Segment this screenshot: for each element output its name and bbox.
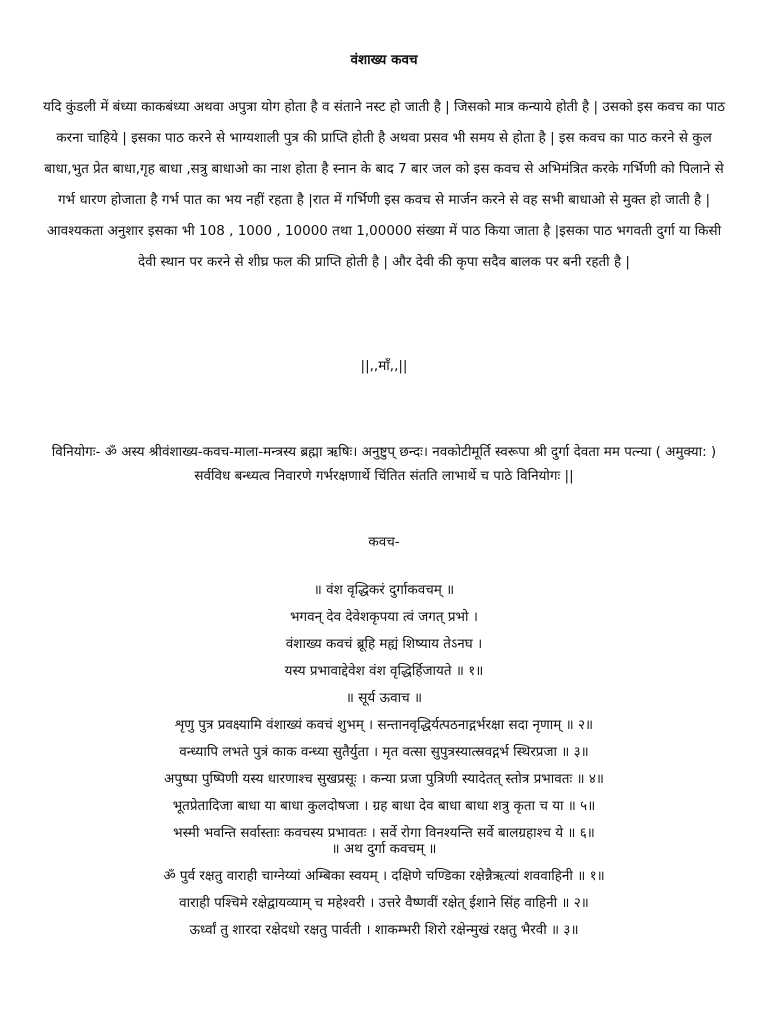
verse-block-2 bbox=[20, 836, 748, 944]
viniyog-paragraph: विनियोगः- ॐ अस्य श्रीवंशाख्य-कवच-माला-मन्त्रस्य ब्रह्मा ऋषिः। अनुष्टुप् छन्दः। नवकोटीमूर्ति स्वरूपा श्री दुर्गा देवता मम पत्न्या ( अमुक्या: ) सर्वविध बन्ध्यत्व निवारणे गर्भरक्षणार्थे चिंतित संतति लाभार्थे च पाठे विनियोगः || bbox=[51, 444, 717, 484]
verse-line: भगवन् देव देवेशकृपया त्वं जगत् प्रभो । bbox=[290, 609, 478, 625]
verse-line: ॐ पुर्व रक्षतु वाराही चाग्नेय्यां अम्बिका स्वयम् । दक्षिणे चण्डिका रक्षेन्नैऋत्यां शववाहिनी ॥ १॥ bbox=[163, 868, 605, 884]
separator-text: ||,,माँ,,|| bbox=[360, 358, 408, 374]
kavach-heading: कवच- bbox=[368, 534, 400, 550]
verse-block-1 bbox=[20, 577, 748, 847]
verse-line: यस्य प्रभावाद्देवेश वंश वृद्धिर्हिजायते ॥ १॥ bbox=[284, 663, 484, 679]
verse-line: अपुष्पा पुष्पिणी यस्य धारणाश्च सुखप्रसूः । कन्या प्रजा पुत्रिणी स्यादेतत् स्तोत्र प्रभावतः ॥ ४॥ bbox=[164, 771, 604, 787]
verse-line: वन्ध्यापि लभते पुत्रं काक वन्ध्या सुतैर्युता । मृत वत्सा सुपुत्रस्यात्स्रवद्गर्भ स्थिरप्रजा ॥ ३॥ bbox=[179, 744, 589, 760]
verse-line: ॥ अथ दुर्गा कवचम् ॥ bbox=[331, 841, 437, 857]
verse-line: भस्मी भवन्ति सर्वास्ताः कवचस्य प्रभावतः । सर्वे रोगा विनश्यन्ति सर्वे बालग्रहाश्च ये ॥ ६॥ bbox=[173, 825, 595, 841]
verse-line: वंशाख्य कवचं ब्रूहि मह्यं शिष्याय तेऽनघ । bbox=[285, 636, 483, 652]
verse-line: वाराही पश्चिमे रक्षेद्वायव्याम् च महेश्वरी । उत्तरे वैष्णवीं रक्षेत् ईशाने सिंह वाहिनी ॥ २॥ bbox=[179, 895, 589, 911]
page-title: वंशाख्य कवच bbox=[350, 52, 418, 68]
intro-text: यदि कुंडली में बंध्या काकबंध्या अथवा अपुत्रा योग होता है व संताने नस्ट हो जाती है | जिसको मात्र कन्याये होती है | उसको इस कवच का पाठ करना चाहिये | इसका पाठ करने से भाग्यशाली पुत्र की प्राप्ति होती है अथवा प्रसव भी समय से होता है | इस कवच का पाठ करने से कुल बाधा,भुत प्रेत बाधा,गृह बाधा ,सत्रु बाधाओ का नाश होता है स्नान के बाद 7 बार जल को इस कवच से अभिमंत्रित करके गर्भिणी को पिलाने से गर्भ धारण होजाता है गर्भ पात का भय नहीं रहता है |रात में गर्भिणी इस कवच से मार्जन करने से वह सभी बाधाओ से मुक्त हो जाती है | आवश्यकता अनुशार इसका भी 108 , 1000 , 10000 तथा 1,00000 संख्या में पाठ किया जाता है |इसका पाठ भगवती दुर्गा या किसी देवी स्थान पर करने से शीघ्र फल की प्राप्ति होती है | और देवी की कृपा सदैव बालक पर बनी रहती है | bbox=[43, 99, 725, 270]
verse-line: भूतप्रेतादिजा बाधा या बाधा कुलदोषजा । ग्रह बाधा देव बाधा बाधा शत्रु कृता च या ॥ ५॥ bbox=[172, 798, 596, 814]
intro-paragraph bbox=[42, 92, 726, 278]
verse-line: ऊर्ध्वां तु शारदा रक्षेदधो रक्षतु पार्वती । शाकम्भरी शिरो रक्षेन्मुखं रक्षतु भैरवी ॥ ३॥ bbox=[189, 922, 579, 938]
verse-line: शृणु पुत्र प्रवक्ष्यामि वंशाख्यं कवचं शुभम् । सन्तानवृद्धिर्यत्पठनाद्गर्भरक्षा सदा नृणाम् ॥ २॥ bbox=[174, 717, 594, 733]
verse-line: ॥ वंश वृद्धिकरं दुर्गाकवचम् ॥ bbox=[313, 582, 455, 598]
verse-line: ॥ सूर्य ऊवाच ॥ bbox=[345, 690, 423, 706]
